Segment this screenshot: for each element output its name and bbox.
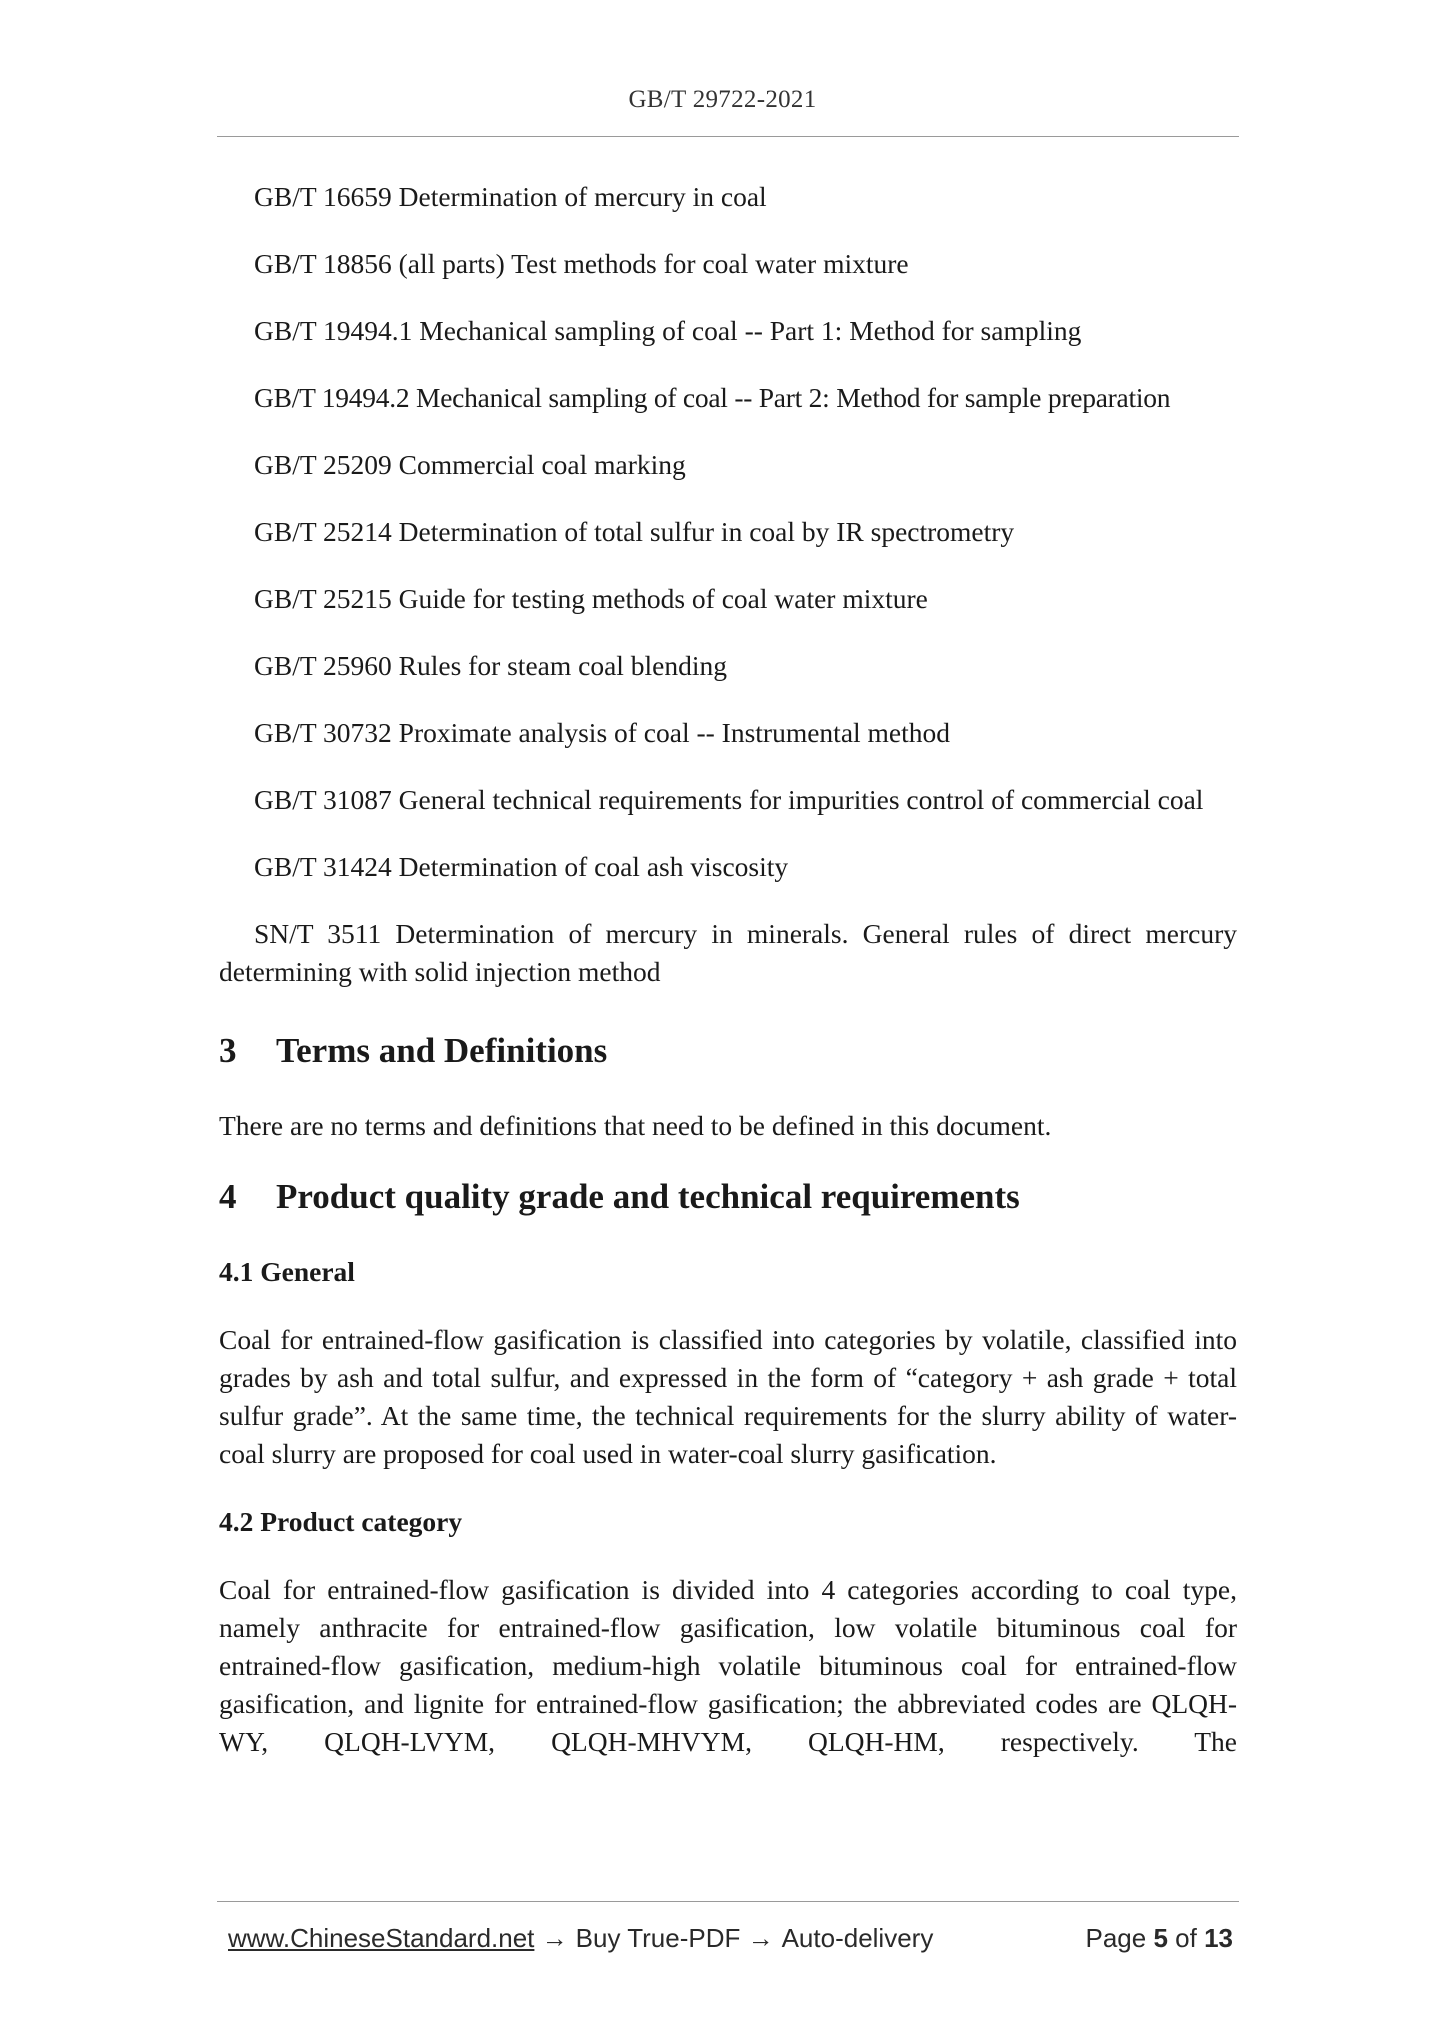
subsection-4-2-body: Coal for entrained-flow gasification is divided into 4 categories according to coal type, namely anthracite for entrained-flow gasification, low volatile bituminous coal for entrained-flow gasification, medium-high volatile bituminous coal for entrained-flow gasification, and lignite for entrained-flow gasification; the abbreviated codes are QLQH-WY, QLQH-LVYM, QLQH-MHVYM, QLQH-HM, respectively. The [219,1574,1237,1757]
reference-item: GB/T 16659 Determination of mercury in coal [254,181,767,212]
section-title: Product quality grade and technical requirements [276,1177,1020,1216]
arrow-right-icon: → [747,1922,774,1953]
footer-promo [228,1923,933,1954]
document-body [219,178,1237,1791]
page-number [1085,1923,1233,1954]
reference-item: GB/T 25960 Rules for steam coal blending [254,650,728,681]
page-header: GB/T 29722-2021 [628,86,817,113]
reference-item: GB/T 18856 (all parts) Test methods for coal water mixture [254,248,909,279]
reference-item: GB/T 25214 Determination of total sulfur in coal by IR spectrometry [254,516,1015,547]
section-3-heading [219,1029,1237,1073]
page-of: of [1175,1922,1197,1953]
reference-item: GB/T 25215 Guide for testing methods of coal water mixture [254,583,928,614]
auto-delivery-text: Auto-delivery [781,1922,934,1953]
reference-item: GB/T 30732 Proximate analysis of coal -- Instrumental method [254,717,951,748]
reference-item: GB/T 31424 Determination of coal ash viscosity [254,851,789,882]
page-current: 5 [1153,1922,1168,1953]
page-label: Page [1085,1922,1147,1953]
reference-item: GB/T 25209 Commercial coal marking [254,449,686,480]
section-number: 3 [219,1031,237,1070]
buy-pdf-text: Buy True-PDF [575,1922,741,1953]
website-link[interactable]: www.ChineseStandard.net [228,1922,535,1953]
section-3-body: There are no terms and definitions that need to be defined in this document. [219,1110,1052,1141]
arrow-right-icon: → [541,1922,568,1953]
page-total: 13 [1204,1922,1233,1953]
reference-item: GB/T 19494.2 Mechanical sampling of coal -- Part 2: Method for sample preparation [254,382,1171,413]
section-number: 4 [219,1177,237,1216]
section-4-heading [219,1175,1237,1219]
subsection-4-1-heading: 4.1 General [219,1256,355,1287]
section-title: Terms and Definitions [276,1031,608,1070]
subsection-4-1-body: Coal for entrained-flow gasification is classified into categories by volatile, classified into grades by ash and total sulfur, and expressed in the form of “category + ash grade + total sulfur grade”. At the same time, the technical requirements for the slurry ability of water-coal slurry are proposed for coal used in water-coal slurry gasification. [219,1324,1237,1469]
reference-item: GB/T 19494.1 Mechanical sampling of coal -- Part 1: Method for sampling [254,315,1082,346]
subsection-4-2-heading: 4.2 Product category [219,1506,463,1537]
header-divider [217,136,1239,137]
reference-item: SN/T 3511 Determination of mercury in minerals. General rules of direct mercury determining with solid injection method [219,918,1237,987]
footer-divider [217,1901,1239,1902]
page-footer [228,1918,1233,1958]
reference-item: GB/T 31087 General technical requirements for impurities control of commercial coal [254,784,1204,815]
